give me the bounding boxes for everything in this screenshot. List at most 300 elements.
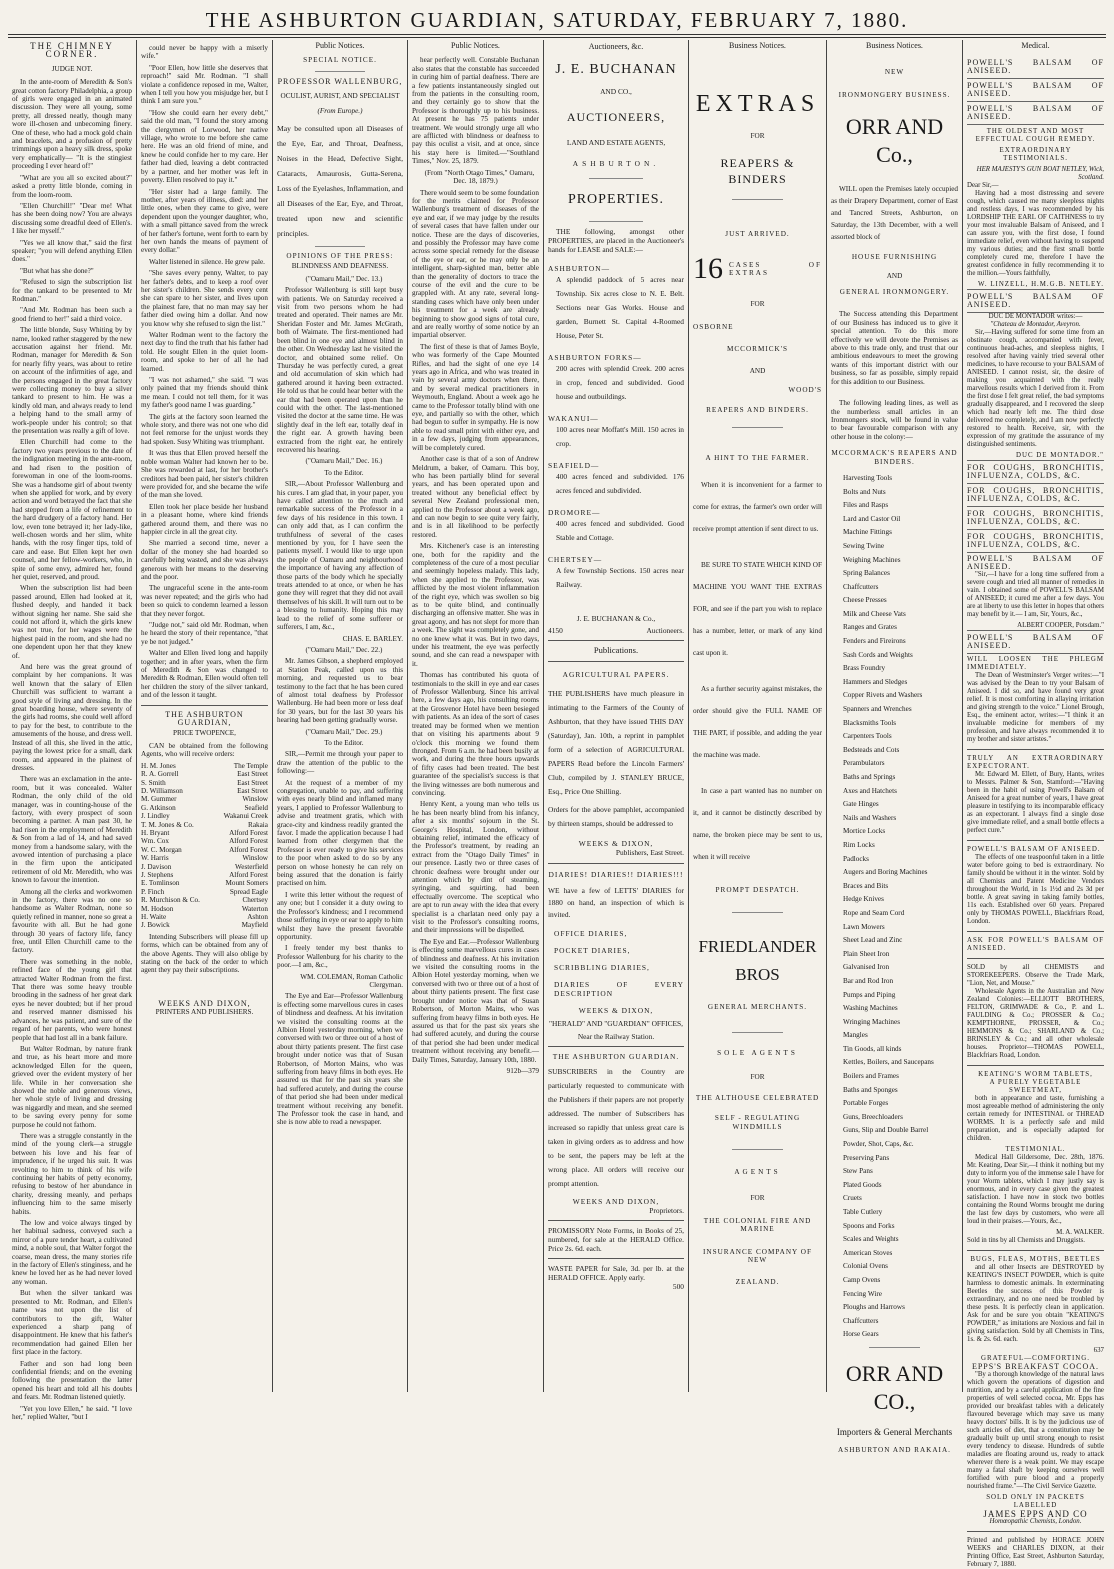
ad-number: 500: [672, 1282, 684, 1291]
paragraph: "Poor Ellen, how little she deserves that reproach!" said Mr. Rodman. "I shall violate a confidence reposed in me, Walter, when I tell you how you misjudge her, but I think I am sure you.": [141, 63, 268, 106]
epps-sub: Homœopathic Chemists, London.: [989, 1518, 1082, 1525]
goods-item: Perambulators: [843, 759, 885, 768]
paragraph: The low and voice always tinged by her habitual sadness, conveyed such a mirror of a pure tender heart, a cultivated mind, a noble soul, that Walter forgot the coarse, mean dress, the many stories rife in the factory of Ellen's stinginess, and he knew he loved her as he had never loved any woman.: [12, 1219, 132, 1286]
paragraph: "Yes we all know that," said the first speaker; "you will defend anything Ellen does.": [12, 238, 132, 264]
paragraph: She married a second time, never a dollar of the money she had hoarded so carefully being wasted, and she was always generous with her means to the deserving and the poor.: [141, 539, 268, 581]
agent-name: H. M. Jones: [141, 761, 176, 770]
goods-item: Files and Rasps: [843, 501, 889, 510]
agent-name: M. Gummer: [141, 795, 177, 804]
goods-item: Brass Foundry: [843, 664, 886, 673]
agent-place: Mayfield: [241, 921, 268, 930]
agri-title: AGRICULTURAL PAPERS.: [562, 670, 670, 679]
diary-item: OFFICE DIARIES,: [554, 929, 628, 938]
ironmongery-title: IRONMONGERY BUSINESS.: [838, 90, 951, 99]
friedlander-sub: GENERAL MERCHANTS.: [707, 1003, 808, 1012]
grateful-line: GRATEFUL—COMFORTING.: [981, 1355, 1090, 1362]
sole-agents: SOLE AGENTS: [717, 1048, 798, 1057]
goods-item: Guns, Slip and Double Barrel: [843, 1126, 929, 1135]
agent-row: [141, 804, 268, 812]
keating-sub: A PURELY VEGETABLE SWEETMEAT,: [989, 1079, 1082, 1094]
goods-item: Bar and Rod Iron: [843, 976, 894, 985]
balsam-headline: POWELL'S BALSAM OF ANISEED.: [967, 846, 1101, 853]
goods-item: Chaffcutters: [843, 582, 879, 591]
firm-co: AND CO.,: [600, 87, 632, 96]
professor-title: OCULIST, AURIST, AND SPECIALIST: [280, 92, 400, 101]
paragraph: Father and son had long been confidential friends; and on the evening following the presentation the latter opened his heart and told all his doubts and fears. Mr. Rodman listened quietly.: [12, 1359, 132, 1402]
ask-line: ASK FOR POWELL'S BALSAM OF ANISEED.: [967, 937, 1104, 952]
coughs-line: FOR COUGHS, BRONCHITIS, INFLUENZA, COLDS, &C.: [967, 530, 1104, 553]
agri-signature-sub: Publishers, East Street.: [615, 848, 684, 857]
firm-role: AUCTIONEERS,: [566, 110, 666, 124]
goods-item: Hedge Knives: [843, 895, 884, 904]
agent-row: [141, 821, 268, 829]
goods-item: Axes and Hatchets: [843, 786, 897, 795]
diaries-title: DIARIES! DIARIES!! DIARIES!!!: [548, 870, 684, 879]
paragraph: At the request of a member of my congregation, unable to pay, and suffering with eyes nearly blind and inflamed many years, I applied to Professor Wallenburg to advise and treatment gratis, which with grace-city and kindness readily granted the favor. I made the application because I had learned from other clergymen that the Professor is ever ready to give his services to the poor when asked to do so by any person on whose honesty he can rely on being assured that the donation is fairly practised on him.: [277, 778, 403, 888]
printers-sub: PRINTERS AND PUBLISHERS.: [155, 1008, 254, 1017]
column-header: Business Notices.: [729, 41, 786, 50]
agent-place: East Street: [237, 770, 268, 779]
property-place: ASHBURTON FORKS—: [548, 353, 642, 362]
diaries-signature-sub2: Near the Railway Station.: [577, 1032, 655, 1041]
paragraph: "By a thorough knowledge of the natural laws which govern the operations of digestion and nutrition, and by a careful application of the fine properties of well selected cocoa, Mr. Epps has provided our breakfast tables with a delicately flavoured beverage which may save us many heavy doctors' bills. It is by the judicious use of such articles of diet, that a constitution may be gradually built up until strong enough to resist every tendency to disease. Hundreds of subtle maladies are floating around us, ready to attack wherever there is a weak point. We may escape many a fatal shaft by keeping ourselves well fortified with pure blood and a properly nourished frame."—The Civil Service Gazette.: [967, 1371, 1104, 1490]
agri-orders: Orders for the above pamphlet, accompanied by thirteen stamps, should be addressed to: [548, 805, 684, 828]
column-public-notices-1: [273, 40, 407, 1392]
goods-item: Spoons and Forks: [843, 1221, 895, 1230]
duc-sub: DUC DE MONTADOR writes:—: [988, 313, 1083, 320]
agent-name: W. Harris: [141, 854, 169, 863]
goods-item: Portable Forges: [843, 1099, 889, 1108]
goods-item: Bedsteads and Cots: [843, 745, 900, 754]
column-story-continued: [137, 40, 272, 1392]
guardian-body: SUBSCRIBERS in the Country are particularly requested to communicate with the Publishers if their papers are not properly addressed. The number of Subscribers has increased so rapidly that unless great care is taken in giving orders as to address and how to be sent, the papers may be left at the wrong place. All orders will receive our prompt attention.: [548, 1067, 684, 1188]
goods-item: Kettles, Boilers, and Saucepans: [843, 1058, 934, 1067]
diaries-body: WE have a few of LETTS' DIARIES for 1880 on hand, an inspection of which is invited.: [548, 886, 684, 919]
goods-item: Boilers and Frames: [843, 1072, 899, 1081]
opinions-title: OPINIONS OF THE PRESS:: [286, 252, 394, 261]
property-entry: [548, 353, 684, 404]
paragraph: Walter Rodman went to the factory the next day to find the truth that his father had told. He sought Ellen in the quiet loom-room, and spoke to her of all he had learned.: [141, 331, 268, 373]
balsam-headline: POWELL'S BALSAM OF ANISEED.: [967, 56, 1104, 79]
agent-row: [141, 879, 268, 887]
goods-item: Spring Balances: [843, 569, 890, 578]
paragraph: There was an exclamation in the ante-room, but it was concealed. Walter Rodman, the only child of the old manager, was in counting-house of the factory, with every prospect of soon becoming a partner. A man past 30, he had risen in the employment of Meredith & Son from a lad of 14, and had saved money from a handsome salary, with the avowed intention of purchasing a place in the firm upon the anticipated retirement of old Mr. Meredith, who was known to favour the intention.: [12, 775, 132, 885]
agent-name: S. Smith: [141, 778, 166, 787]
agent-name: M. Hodson: [141, 904, 174, 913]
paragraph: (From "North Otago Times," Oamaru, Dec. 18, 1879.): [424, 168, 535, 186]
goods-item: Milk and Cheese Vats: [843, 609, 906, 618]
agent-name: W. C. Morgan: [141, 845, 182, 854]
opinion-source: ("Oamaru Mail," Dec. 22.): [305, 645, 383, 654]
goods-item: Sheet Lead and Zinc: [843, 936, 903, 945]
goods-item: Sash Cords and Weights: [843, 650, 913, 659]
ad-number: 637: [1093, 1347, 1104, 1354]
agent-place: Winslow: [242, 854, 268, 863]
mccormack-line: MCCORMACK'S REAPERS AND BINDERS.: [831, 449, 958, 466]
for-label: FOR: [750, 1194, 765, 1203]
paragraph: "What are you all so excited about?" asked a pretty little blonde, coming in from the loom-room.: [12, 173, 132, 199]
balsam-headline: POWELL'S BALSAM OF ANISEED.: [967, 289, 1104, 313]
paragraph: Wholesale Agents in the Australian and New Zealand Colonies:—ELLIOTT BROTHERS, FELTON, GRIMWADE & Co., P. and L. FAULDING & Co.; PROSSER & Co.; KEMPTHORNE, PROSSER, & Co.; HEMMONS & Co.; SHARLAND & Co.; BRINSLEY & Co.; and all other wholesale houses. Proprietor—THOMAS POWELL, Blackfriars Road, London.: [967, 988, 1104, 1059]
signature: ALBERT COOPER, Potsdam.": [1017, 622, 1104, 629]
paragraph: Medical Hall Gildersome, Dec. 28th, 1876. Mr. Keating, Dear Sir,—I think it nothing but my duty to inform you of the immense sale I have for your Worm tablets, which I may justly say is enormous, and in every case given the greatest satisfaction. I have now in stock two bottles containing the Round Worms brought me during the last few days by customers, who were all loud in their praises.—Yours, &c.,: [967, 1154, 1105, 1225]
goods-item: Tin Goods, all kinds: [843, 1044, 902, 1053]
paragraph: Mrs. Kitchener's case is an interesting one, both for the rapidity and the completeness of the cure of a most peculiar and seemingly hopeless malady. This lady, when she applied to the Professor, was afflicted by the most violent inflammation of the right eye, which was swollen so big as to be quite blind, and continually discharging an offensive matter. She was in great agony, and has not slept for more than a week. The sight was completely gone, and no one knew what it was. But in two days, under his treatment, the eye was perfectly sound, and she can read a newspaper with it.: [412, 542, 540, 668]
paragraph: Professor Wallenburg is still kept busy with patients. We on Saturday received a visit from two persons whom he had treated and operated. Their names are Mr. Sheridan Foster and Mr. James McGrath, both of Waimate. The first-mentioned had been blind in one eye and almost blind in the other. On Wednesday last he visited the doctor, and obtained some relief. On Thursday he was perfectly cured, a great and old accumulation of skin which had gathered around it having been extracted. He told us that he could hear better with the ear that had been operated upon than he could with the other. The last-mentioned visited the doctor at the same time. He was slightly deaf in the left ear, totally deaf in the right ear. A growth having been extracted from the right ear, he entirely recovered his hearing.: [277, 286, 403, 454]
paragraph: Walter listened in silence. He grew pale.: [149, 257, 265, 266]
guardian-title: THE ASHBURTON GUARDIAN,: [165, 709, 244, 728]
paragraph: Walter and Ellen lived long and happily together; and in after years, when the firm of Meredith & Son was changed to Meredith & Rodman, Ellen would often tell her children the story of the silver tankard, and of the lesson it taught.: [141, 649, 268, 700]
hint-paragraph: When it is inconvenient for a farmer to come for extras, the farmer's own order will receive prompt attention if sent direct to us.: [693, 481, 822, 534]
imprint: Printed and published by HORACE JOHN WEEKS and CHARLES DIXON, at their Printing Office, East Street, Ashburton Saturday, February 7, 1880.: [967, 1537, 1104, 1568]
goods-item: Plated Goods: [843, 1180, 882, 1189]
hint-paragraph: As a further security against mistakes, the order should give the FULL NAME OF THE PART, if possible, and adding the year the machine was made.: [693, 685, 822, 760]
brand-woods: WOOD'S: [788, 385, 822, 394]
diaries-signature: WEEKS & DIXON,: [578, 1006, 654, 1015]
truly-title: TRULY AN EXTRAORDINARY EXPECTORANT.: [967, 755, 1104, 770]
agent-place: Alford Forest: [229, 828, 268, 837]
masthead: [0, 0, 1114, 38]
just-arrived: JUST ARRIVED.: [725, 229, 790, 238]
agent-name: Wm. Cox: [141, 837, 169, 846]
paragraph: The effects of one teaspoonful taken in a little water before going to bed is extraordinary. No family should be without it in the winter. Sold by all Chemists and Patent Medicine Vendors throughout the World, in 1s 1½d and 2s 3d per bottle. A great saving in taking family bottles, 11s each. Established over 60 years. Prepared only by THOMAS POWELL, Blackfriars Road, London.: [967, 854, 1104, 925]
agent-place: East Street: [237, 786, 268, 795]
agri-body: THE PUBLISHERS have much pleasure in intimating to the Farmers of the County of Ashburton, that they have issued THIS DAY (Saturday), Jan. 10th, a reprint in pamphlet form of a selection of AGRICULTURAL PAPERS Read before the Lincoln Farmers' Club, compiled by J. STANLEY BRUCE, Esq., Price One Shilling.: [548, 689, 684, 796]
agent-place: Rakaia: [248, 820, 268, 829]
agent-row: [141, 846, 268, 854]
paragraph: Among all the clerks and workwomen in the factory, there was no one so handsome as Walter Rodman, none so quietly refined in manner, none so great a favourite with all. But he had gone through 30 years of factory life, fancy free, until Ellen Churchill came to the factory.: [12, 887, 132, 955]
property-details: A few Township Sections. 150 acres near Railway.: [556, 566, 684, 589]
paragraph: "How she could earn her every debt," said the old man, "I found the story among the clergymen of Lorwood, her native village, who wrote to me before she came here. He was an old friend of mine, and knew he could confide her to my care. Her father had died, leaving a debt contracted by a partner, and her mother was left in poverty. Ellen resolved to pay it.": [141, 108, 268, 185]
goods-item: Powder, Shot, Caps, &c.: [843, 1140, 914, 1149]
property-place: CHERTSEY—: [548, 555, 603, 564]
agri-signature: WEEKS & DIXON,: [578, 839, 654, 848]
column-header: Business Notices.: [866, 41, 923, 50]
column-auctioneers: [544, 40, 688, 1392]
agent-row: [141, 770, 268, 778]
goods-item: Spanners and Wrenches: [843, 705, 912, 714]
firm-sub: LAND AND ESTATE AGENTS,: [566, 138, 666, 147]
diary-item: DIARIES OF EVERY DESCRIPTION: [554, 980, 684, 998]
property-entry: [548, 461, 684, 498]
brand-mccormick: MCCORMICK'S: [726, 345, 789, 354]
agent-place: Alford Forest: [229, 837, 268, 846]
balsam-headline: POWELL'S BALSAM OF ANISEED.: [967, 630, 1104, 654]
agent-name: D. Williamson: [141, 786, 183, 795]
paragraph: I freely tender my best thanks to Professor Wallenburg for his charity to the poor.—I am, &c.,: [277, 944, 403, 970]
orr-name: ORR AND CO.,: [845, 1360, 944, 1414]
paragraph: SIR,—About Professor Wallenburg and his cures. I am glad that, in your paper, you have called attention to the much and remarkable success of the Professor in a few days of his residence in this town. I can only add that, as I can confirm the truthfulness of several of the cases mentioned by you, for I have seen the patients myself. I would like to urge upon the people of Oamaru and neighbourhood the importance of having any affection of those parts of the body which he specially treats attended to at once, or when he has gone they will regret that they did not avail themselves of his skill. It will turn out to be a blessing to humanity. Hoping this may lead to the relief of some sufferer or sufferers, I am, &c.,: [277, 480, 403, 632]
paragraph: both in appearance and taste, furnishing a most agreeable method of administering the only certain remedy for INTESTINAL or THREAD WORMS. It is a perfectly safe and mild preparation, and is especially adapted for children.: [967, 1095, 1104, 1142]
signature: WM. COLEMAN, Roman Catholic Clergyman.: [300, 972, 403, 989]
agent-row: [141, 812, 268, 820]
agent-name: H. Bryant: [141, 828, 170, 837]
paragraph: "But what has she done?": [20, 266, 94, 275]
paragraph: The little blonde, Susy Whiting by by name, looked rather staggered by the new accusation against her friend. Mr. Rodman, manager for Meredith & Son for nearly fifty years, was about to retire on account of the infirmities of age, and the persons engaged in the great factory were collecting money to buy a silver tankard to present to him. He was a kindly old man, and always ready to lend a helping hand to the small army of work-people under his control; so that the presentation was really a gift of love.: [12, 326, 132, 436]
signature: M. A. WALKER.: [1056, 1229, 1104, 1236]
agent-place: Westerfield: [235, 862, 268, 871]
oldest-remedy: THE OLDEST AND MOST EFFECTUAL COUGH REMEDY.: [975, 128, 1096, 143]
friedlander-name: FRIEDLANDER BROS: [698, 937, 817, 985]
agent-place: Spread Eagle: [229, 887, 268, 896]
coughs-line: FOR COUGHS, BRONCHITIS, INFLUENZA, COLDS, &C.: [967, 484, 1104, 507]
house-furnishing: HOUSE FURNISHING: [851, 253, 938, 262]
paragraph: "Sir,—I have for a long time suffered from a severe cough and tried all manner of remedies in vain. I obtained some of POWELL'S BALSAM of ANISEED; it cured me after a few days. You are at liberty to use this letter in hopes that others may benefit by it.— I am, Sir, Yours, &c.,: [967, 571, 1104, 618]
column-header: Public Notices.: [451, 41, 500, 50]
paragraph: Ellen took her place beside her husband in a pleasant home, where kind friends gathered around them, and there was no happier circle in all the great city.: [141, 502, 268, 536]
guardian-title: THE ASHBURTON GUARDIAN.: [552, 1052, 680, 1061]
agent-name: J. Bowick: [141, 921, 170, 930]
testimonial-place: HER MAJESTY'S GUN BOAT NETLEY, Wick, Scotland.: [976, 166, 1104, 181]
goods-item: Galvanised Iron: [843, 963, 890, 972]
goods-item: Baths and Sponges: [843, 1085, 898, 1094]
goods-item: Colonial Ovens: [843, 1262, 888, 1271]
firm-name: J. E. BUCHANAN: [555, 62, 677, 77]
salutation: Dear Sir,—: [967, 182, 999, 189]
goods-item: Lawn Mowers: [843, 922, 885, 931]
diary-item: POCKET DIARIES,: [554, 946, 631, 955]
agent-place: Seafield: [244, 803, 268, 812]
goods-item: Scales and Weights: [843, 1235, 899, 1244]
paragraph: Having had a most distressing and severe cough, which caused me many sleepless nights and restless days, I was recommended by his LORDSHIP THE EARL OF CAITHNESS to try your most invaluable Balsam of Aniseed, and I can assure you, with the first dose, I found immediate relief, even without having to suspend my various duties; and the first small bottle completely cured me, therefore I have the greatest confidence in fully recommending it to the million.—Yours faithfully,: [967, 190, 1104, 277]
goods-item: Preserving Pans: [843, 1153, 890, 1162]
agent-place: Mount Somers: [225, 879, 268, 888]
goods-item: Augers and Boring Machines: [843, 868, 928, 877]
agent-row: [141, 762, 268, 770]
goods-item: Ploughs and Harrows: [843, 1303, 905, 1312]
paragraph: hear perfectly well. Constable Buchanan also states that the constable has succeeded in curing him of partial deafness. There are a few patients instantaneously singled out from the patients in the consulting room, and they certainly go to show that the Professor is thoroughly up to his business. At present he has 75 patients under treatment. We would strongly urge all who are afflicted with blindness or deafness to pay this oculist a visit, and at once, since his stay here is limited.—"Southland Times," Nov. 25, 1879.: [412, 56, 539, 166]
hint-paragraph: BE SURE TO STATE WHICH KIND OF MACHINE YOU WANT THE EXTRAS FOR, and see if the part you wish to replace has a number, letter, or mark of any kind cast upon it.: [693, 561, 822, 658]
reapers-binders: REAPERS & BINDERS: [720, 155, 795, 186]
property-place: ASHBURTON—: [548, 264, 610, 273]
column-business-notices-1: [689, 40, 826, 1392]
goods-item: Copper Rivets and Washers: [843, 691, 923, 700]
opinion-source: ("Oamaru Mail," Dec. 29.): [305, 727, 383, 736]
paragraph: When the subscription list had been passed around, Ellen had looked at it, flushed deeply, and handed it back without signing her name. She said she could not afford it, which the girls knew was not true, for her wages were the highest paid in the room, and she had no one dependent upon her that they knew of.: [12, 584, 132, 660]
diaries-signature-sub: "HERALD" AND "GUARDIAN" OFFICES,: [548, 1019, 684, 1028]
orr-name: ORR AND Co.,: [845, 114, 944, 168]
signature: W. LINZELL, H.M.G.B. NETLEY.: [978, 281, 1104, 288]
promissory-ad: PROMISSORY Note Forms, in Books of 25, numbered, for sale at the HERALD Office. Price 2s. 6d. each.: [548, 1226, 684, 1253]
prompt-despatch: PROMPT DESPATCH.: [715, 886, 800, 895]
agent-place: Chertsey: [242, 896, 268, 905]
firm-signature: J. E. BUCHANAN & Co.,: [576, 614, 656, 623]
paragraph: "Yet you love Ellen," he said. "I love her," replied Walter, "but I: [12, 1404, 132, 1421]
paragraph: WILL open the Premises lately occupied as their Drapery Department, corner of East and Tancred Streets, Ashburton, on Saturday, the 13th December, with a well assorted block of: [831, 185, 958, 242]
agent-name: R. A. Gorrell: [141, 770, 179, 779]
paragraph: And here was the great ground of complaint by her companions. It was well known that the salary of Ellen Churchill was sufficient to warrant a good style of living and dressing. In the great boarding house, where seventy of the girls had rooms, she could well afford to pay for the best, to contribute to the amusements of the house, and dress well. Instead of all this, she lived in the attic, paying the lowest price for a small, dark room, and appeared in the plainest of dresses.: [12, 663, 132, 772]
for-label: FOR: [750, 300, 765, 309]
masthead-rule-bottom: [8, 37, 1106, 38]
property-details: 200 acres with splendid Creek. 200 acres in crop, fenced and subdivided. Good house and outbuildings.: [556, 364, 684, 401]
agents-label: AGENTS: [734, 1167, 781, 1176]
goods-item: Rim Locks: [843, 840, 875, 849]
goods-item: Sewing Twine: [843, 541, 885, 550]
paragraph: The first of these is that of James Boyle, who was formerly of the Cape Mounted Rifles, and had the sight of one eye 14 years ago in Africa, and who was treated in vain by several army doctors when there, and by several medical practitioners in Weymouth, England. About a week ago he came to the Professor totally blind with one eye, and partially so with the other, which had begun to suffer in sympathy. He is now able to read small print with either eye, and in a few days, judging from appearances, will be completely cured.: [412, 342, 539, 452]
sold-packets: SOLD ONLY IN PACKETS LABELLED: [986, 1494, 1085, 1509]
firm-signature-role: Auctioneers.: [646, 626, 684, 635]
hint-title: A HINT TO THE FARMER.: [705, 453, 810, 462]
balsam-headline: POWELL'S BALSAM OF ANISEED.: [967, 79, 1104, 102]
properties-intro: THE following, amongst other PROPERTIES, are placed in the Auctioneer's hands for LEASE and SALE:—: [548, 227, 684, 254]
insurance-line: INSURANCE COMPANY OF NEW: [703, 1247, 812, 1264]
agent-name: J. Stephens: [141, 870, 174, 879]
opinions-sub: BLINDNESS AND DEAFNESS.: [291, 262, 389, 271]
epps-firm: JAMES EPPS AND CO: [983, 1509, 1088, 1519]
insurance-line: ZEALAND.: [735, 1278, 780, 1287]
balsam-headline: POWELL'S BALSAM OF ANISEED.: [967, 554, 1104, 571]
tins-line: Sold in tins by all Chemists and Druggists.: [967, 1237, 1085, 1244]
duc-place: "Chateau de Montador, Aveyron.: [990, 321, 1081, 328]
agent-place: Alford Forest: [229, 845, 268, 854]
agent-name: E. Tomlinson: [141, 879, 180, 888]
paragraph: "I was not ashamed," she said. "I was only pained that my friends should think me mean. I could not tell them, for it was my father's good name I was guarding.": [141, 376, 268, 410]
agent-row: [141, 913, 268, 921]
phlegm-title: WILL LOOSEN THE PHLEGM IMMEDIATELY.: [967, 656, 1104, 671]
sold-line: SOLD by all CHEMISTS and STOREKEEPERS. Observe the Trade Mark, "Lion, Net, and Mouse.": [967, 964, 1104, 987]
extras-title: EXTRAS: [695, 91, 820, 118]
new-label: NEW: [884, 68, 905, 77]
agent-place: Wakanui Creek: [223, 812, 268, 821]
agents-intro: CAN be obtained from the following Agents, who will receive orders:: [141, 741, 268, 759]
insurance-line: THE COLONIAL FIRE AND MARINE: [703, 1216, 812, 1234]
goods-item: Blacksmiths Tools: [843, 718, 897, 727]
agent-place: Ashton: [247, 913, 268, 921]
and-label: AND: [749, 367, 766, 376]
column-chimney-corner: [8, 40, 136, 1421]
property-place: WAKANUI—: [548, 414, 599, 423]
goods-item: Guns, Breechloaders: [843, 1112, 903, 1121]
goods-item: Carpenters Tools: [843, 732, 892, 741]
towns-line: ASHBURTON AND RAKAIA.: [838, 1446, 951, 1455]
waste-paper-ad: WASTE PAPER for Sale, 3d. per lb. at the HERALD OFFICE. Apply early.: [548, 1264, 684, 1282]
agent-name: P. Finch: [141, 887, 165, 896]
coughs-line: FOR COUGHS, BRONCHITIS, INFLUENZA, COLDS, &C.: [967, 507, 1104, 530]
goods-item: Rope and Seam Cord: [843, 908, 905, 917]
paragraph: "Judge not," said old Mr. Rodman, when he heard the story of their repentance, "that ye be not judged.": [141, 621, 268, 646]
paragraph: Thomas has contributed his quota of testimonials to the skill in eye and ear cases of Professor Wallenburg. Since his arrival here, a few days ago, his consulting rooms at the Grosvenor Hotel have been besieged with patients. As an idea of the sort of cases treated may be formed when we mention that on visiting his apartments about 9 o'clock this morning we found them thronged. From 6 a.m. he had been busily at work, and during the three hours upwards of fifty cases had been treated. The best guarantee of the specialist's success is that the living witnesses are both numerous and convincing.: [412, 671, 539, 797]
goods-item: Cruets: [843, 1194, 862, 1203]
cases-count: 16: [693, 252, 723, 286]
goods-item: Machine Fittings: [843, 528, 892, 537]
paragraph: could never be happy with a miserly wife.": [141, 44, 268, 61]
agent-place: The Temple: [233, 761, 268, 770]
agent-row: [141, 829, 268, 837]
coughs-line: FOR COUGHS, BRONCHITIS, INFLUENZA, COLDS, &C.: [967, 460, 1104, 484]
goods-item: American Stoves: [843, 1248, 893, 1257]
goods-item: Horse Gears: [843, 1330, 879, 1339]
bugs-title: BUGS, FLEAS, MOTHS, BEETLES: [970, 1256, 1101, 1263]
paragraph: Ellen Churchill had come to the factory two years previous to the date of the indignation meeting in the ante-room, and had risen to the position of forewoman in one of the loom-rooms. She was a handsome girl of about twenty when she applied for work, and by every action and word betrayed the fact that she had stepped from a life of refinement to the hard drudgery of a factory hand. Her low, even tone betrayed it; her lady-like, well-chosen words and her slim, white hands, with the rosy finger tips, told of care and ease. But Ellen kept her own counsel, and her fellow-workers, who, in spite of some envy, admired her, found her quiet, reserved, and proud.: [12, 438, 132, 581]
opinion-source: ("Oamaru Mail," Dec. 16.): [305, 457, 383, 466]
professor-name: PROFESSOR WALLENBURG,: [277, 76, 403, 86]
goods-item: Washing Machines: [843, 1004, 898, 1013]
column-business-notices-2: [827, 40, 962, 1455]
property-entry: [548, 555, 684, 592]
agent-place: Winslow: [242, 795, 268, 804]
property-entry: [548, 508, 684, 545]
for-label: FOR: [750, 1073, 765, 1082]
goods-item: Lard and Castor Oil: [843, 514, 901, 523]
section-header: Publications.: [593, 645, 639, 655]
paragraph: There was something in the noble, refined face of the young girl that attracted Walter Rodman from the first. That there was some heavy trouble brooding in the sadness of her great dark eyes he never doubted; but if her proud and reserved manner dismissed his advances, he was patient, and sure of the regard of her parents, who were honest people that had lost all in a bank failure.: [12, 957, 132, 1042]
price-line: PRICE TWOPENCE,: [173, 729, 236, 738]
paragraph: The following leading lines, as well as the numberless small articles in an Ironmongers stock, will be found in value to bear favourable comparison with any other house in the colony:—: [831, 399, 958, 441]
newspaper-title: THE ASHBURTON GUARDIAN, SATURDAY, FEBRUARY 7, 1880.: [205, 8, 909, 32]
professor-from: (From Europe.): [317, 106, 363, 115]
goods-item: Braces and Bits: [843, 881, 889, 890]
for-label: FOR: [750, 132, 765, 141]
epps-title: EPPS'S BREAKFAST COCOA.: [971, 1362, 1100, 1371]
properties-title: PROPERTIES.: [567, 192, 665, 207]
goods-item: Gate Hinges: [843, 800, 879, 809]
paragraph: Another case is that of a son of Andrew Meldrum, a baker, of Oamaru. This boy, who has been partially blind for several years, and has been operated upon and treated without any beneficial effect by several New Zealand professional men, applied to the Professor about a week ago, and can now begin to see quite very fairly, and is in all likelihood to be perfectly restored.: [412, 455, 539, 539]
printers-name: WEEKS AND DIXON,: [158, 998, 251, 1008]
agent-row: [141, 854, 268, 862]
paragraph: In the ante-room of Meredith & Son's great cotton factory Philadelphia, a group of girls were engaged in an animated discussion. They were all young, some pretty, all dressed neatly, though many wore ill-chosen and unbecoming finery. One of these, who had a mock gold chain and bracelets, and a profusion of pretty trimmings upon a heavy silk dress, spoke very emphatically— "It is the stingiest proceeding I ever heard of!": [12, 78, 132, 171]
paragraph: Henry Kent, a young man who tells us he has been nearly blind from his infancy, after a six months' sojourn in the St. George's Hospital, London, without obtaining relief, intimated the efficacy of the Professor's treatment, by reading an extract from the "Otago Daily Times" in our presence. Lastly two or three cases of chronic deafness were brought under our attention which by dint of steaming, syringing, and squirting, had been effectually overcome. The sceptical who are apt to run away with the idea that every specialist is a charlatan need only pay a visit to the Professor's consulting rooms, and their impressions will be dispelled.: [412, 800, 539, 935]
agent-row: [141, 871, 268, 879]
goods-item: Weighing Machines: [843, 555, 901, 564]
paragraph: SIR,—Permit me through your paper to draw the attention of the public to the following:—: [277, 750, 403, 776]
goods-item: Pumps and Piping: [843, 990, 896, 999]
column-medical: [963, 40, 1108, 1568]
paragraph: There was a struggle constantly in the mind of the young clerk—a struggle between his love and his fear of imprudence, if he urged his suit. It was revolting to him to think of his wife continuing her habits of petty economy, refusing to bestow of her abundance in charity, dressing meanly, and perhaps influencing him to the same miserly habits.: [12, 1131, 132, 1216]
masthead-rule-top: [8, 34, 1106, 35]
section-title: THE CHIMNEY CORNER.: [30, 41, 114, 60]
agent-name: T. M. Jones & Co.: [141, 820, 194, 829]
property-details: 100 acres near Moffatt's Mill. 150 acres in crop.: [556, 425, 684, 448]
divider: [141, 705, 268, 706]
paragraph: But when the silver tankard was presented to Mr. Rodman, and Ellen's name was not upon the list of contributors to the gift, Walter experienced a sharp pang of disappointment. He knew that his father's recommendation had gained Ellen her first place in the factory.: [12, 1289, 132, 1357]
paragraph: There would seem to be some foundation for the merits claimed for Professor Wallenburg's treatment of diseases of the eye and ear, if we may judge by the results of several cases that have fallen under our notice. These are the days of discoveries, and possibly the Professor may have come across some special remedy for the disease of the eye or ear, or he may only be an intelligent, sharp-sighted man, better able than the generality of doctors to trace the course of the evil and the cure to be grappled with. At any rate, several long-standing cases which have only been under his treatment for a week are already beginning to show good signs of total cure, and are really worthy of some notice by an impartial observer.: [412, 188, 539, 340]
agent-place: Waterton: [241, 904, 268, 913]
testimonials-title: EXTRAORDINARY TESTIMONIALS.: [999, 147, 1072, 162]
goods-item: Mortice Locks: [843, 827, 886, 836]
firm-town: ASHBURTON.: [572, 159, 660, 168]
hint-paragraph: In case a part wanted has no number on it, and it cannot be distinctly described by name, the broken piece may be sent to us, when it will receive: [693, 787, 822, 862]
opinion-heading: To the Editor.: [324, 738, 364, 747]
opinion-source: ("Oamaru Mail," Dec. 13.): [305, 274, 383, 283]
paragraph: I write this letter without the request of any one; but I consider it a duty owing to the Professor's kindness; and I recommend those suffering in eye or ear to apply to him whilst they have the present favorable opportunity.: [277, 890, 403, 941]
property-details: A splendid paddock of 5 acres near Township. Six acres close to N. E. Belt. Sections near Gas Works. House and garden, Burnett St. Capital 4-Roomed House, Peter St.: [556, 275, 684, 340]
agent-name: R. Murchison & Co.: [141, 896, 200, 905]
property-details: 400 acres fenced and subdivided. Good Stable and Cottage.: [556, 519, 684, 542]
column-header: Public Notices.: [315, 41, 365, 50]
goods-item: Mangles: [843, 1031, 868, 1040]
agent-place: Alford Forest: [229, 870, 268, 879]
windmills: SELF - REGULATING WINDMILLS: [714, 1114, 801, 1131]
agent-row: [141, 921, 268, 929]
goods-item: Plain Sheet Iron: [843, 949, 890, 958]
goods-item: Camp Ovens: [843, 1275, 881, 1284]
paragraph: "Ellen Churchill!" "Dear me! What has she been doing now? You are always discussing some dreadful deed of Ellen's. I like her myself.": [12, 201, 132, 236]
agent-row: [141, 787, 268, 795]
balsam-headline: POWELL'S BALSAM OF ANISEED.: [967, 102, 1104, 125]
property-entry: [548, 414, 684, 451]
story-title: JUDGE NOT.: [51, 64, 93, 73]
paragraph: "And Mr. Rodman has been such a good friend to her!" said a third voice.: [12, 306, 132, 323]
diary-item: SCRIBBLING DIARIES,: [554, 963, 650, 972]
property-place: DROMORE—: [548, 508, 601, 517]
paragraph: The Eye and Ear.—Professor Wallenburg is effecting some marvellous cures in cases of blindness and deafness. At his invitation we visited the consulting rooms in the Albion Hotel yesterday morning, when we conversed with two or three out of a host of about thirty patients present. The first case brought under notice was that of Susan Robertson, of Morton Mains, who was suffering from heavy films in both eyes. He assured us that for the past six years she had suffered acutely, and during the course of that period she had been under medical treatment without receiving any benefit.—Daily Times, Saturday, January 10th, 1880.: [412, 937, 539, 1064]
cases-text: CASES OF EXTRAS: [729, 260, 822, 278]
property-place: SEAFIELD—: [548, 461, 600, 470]
agent-name: G. Atkinson: [141, 803, 176, 812]
paragraph: The Dean of Westminster's Verger writes:—"I was advised by the Dean to try your Balsam of Aniseed. I did so, and have found very great relief. It is most comforting in allaying irritation and giving strength to the voice." Lionel Brough, Esq., the eminent actor, writes:—"I think it an invaluable medicine for members of my profession, and have always recommended it to my brother and sister artistes.": [967, 672, 1104, 743]
paragraph: "She saves every penny, Walter, to pay her father's debts, and to keep a roof over her sister's children. She sends every cent she can spare to her sister, and lives upon the plainest fare, that no man may say her father died owing him a dollar. And now you know why she refused to sign the list.": [141, 269, 268, 328]
importers-line: Importers & General Merchants: [836, 1426, 953, 1437]
